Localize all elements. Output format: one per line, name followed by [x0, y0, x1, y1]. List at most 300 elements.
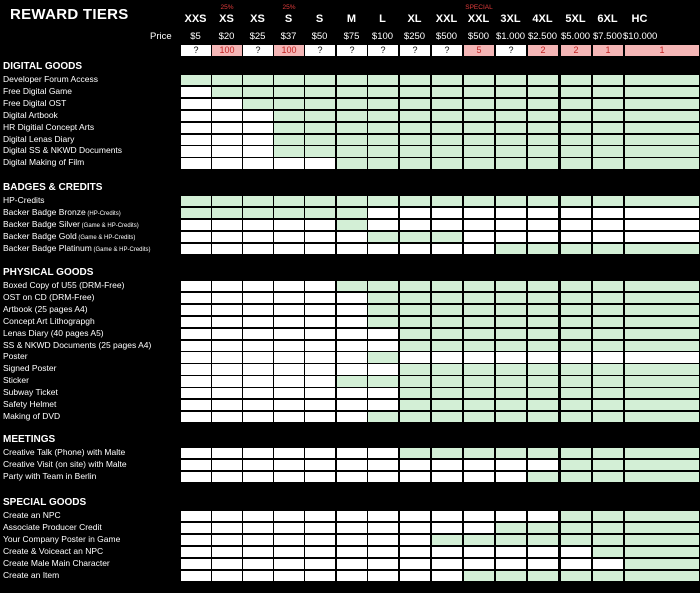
- cell-excluded: [432, 547, 462, 557]
- tier-limit: ?: [243, 45, 273, 56]
- cell-included: [181, 196, 211, 206]
- row-label-text: Boxed Copy of U55 (DRM-Free): [3, 280, 125, 290]
- cell-included: [464, 281, 494, 291]
- cell-excluded: [212, 472, 242, 482]
- cell-excluded: [274, 547, 304, 557]
- cell-excluded: [212, 352, 242, 362]
- cell-excluded: [274, 305, 304, 315]
- cell-included: [593, 75, 623, 85]
- row-label: [3, 219, 139, 229]
- cell-excluded: [464, 244, 494, 254]
- cell-excluded: [400, 511, 430, 521]
- cell-excluded: [243, 376, 273, 386]
- cell-included: [464, 329, 494, 339]
- cell-excluded: [181, 244, 211, 254]
- cell-included: [528, 99, 558, 109]
- cell-excluded: [305, 352, 335, 362]
- cell-included: [496, 571, 526, 581]
- row-label: [3, 304, 88, 314]
- cell-included: [400, 87, 430, 97]
- cell-included: [593, 99, 623, 109]
- cell-excluded: [243, 293, 273, 303]
- cell-excluded: [432, 220, 462, 230]
- cell-included: [561, 99, 591, 109]
- cell-included: [496, 535, 526, 545]
- tier-price: $250: [403, 31, 426, 42]
- cell-included: [337, 87, 367, 97]
- row-label-detail: (Game & HP-Credits): [91, 246, 151, 253]
- cell-excluded: [464, 352, 494, 362]
- cell-included: [464, 364, 494, 374]
- row-label: [3, 207, 121, 217]
- row-label-text: Free Digital OST: [3, 97, 67, 108]
- tier-name: XXL: [435, 13, 458, 25]
- row-label: [3, 292, 94, 302]
- cell-excluded: [181, 559, 211, 569]
- cell-excluded: [528, 460, 558, 470]
- cell-excluded: [464, 220, 494, 230]
- cell-included: [496, 281, 526, 291]
- cell-excluded: [243, 329, 273, 339]
- cell-included: [400, 196, 430, 206]
- cell-included: [593, 460, 623, 470]
- cell-included: [561, 146, 591, 156]
- tier-name: XS: [219, 13, 234, 25]
- row-label: [3, 145, 122, 155]
- row-label: [3, 340, 151, 350]
- cell-included: [432, 158, 462, 168]
- row-label-text: Concept Art Lithograpgh: [3, 315, 95, 326]
- cell-excluded: [181, 329, 211, 339]
- tier-name: XL: [407, 13, 422, 25]
- cell-included: [625, 523, 699, 533]
- cell-excluded: [212, 99, 242, 109]
- cell-included: [432, 293, 462, 303]
- tier-note: 25%: [282, 4, 296, 11]
- cell-excluded: [274, 559, 304, 569]
- cell-excluded: [274, 293, 304, 303]
- cell-excluded: [528, 511, 558, 521]
- row-label-text: Digital Lenas Diary: [3, 133, 75, 144]
- cell-excluded: [212, 460, 242, 470]
- cell-excluded: [464, 559, 494, 569]
- cell-included: [464, 293, 494, 303]
- cell-included: [528, 571, 558, 581]
- row-label: [3, 459, 127, 469]
- cell-included: [561, 412, 591, 422]
- cell-included: [337, 99, 367, 109]
- tier-limit: 100: [212, 45, 242, 56]
- cell-included: [496, 523, 526, 533]
- cell-included: [400, 293, 430, 303]
- cell-excluded: [274, 412, 304, 422]
- cell-excluded: [400, 559, 430, 569]
- cell-included: [368, 146, 398, 156]
- cell-included: [243, 87, 273, 97]
- cell-excluded: [625, 232, 699, 242]
- tier-name: S: [315, 13, 324, 25]
- cell-excluded: [274, 281, 304, 291]
- row-label-text: Party with Team in Berlin: [3, 470, 97, 481]
- cell-excluded: [305, 232, 335, 242]
- row-label: [3, 387, 58, 397]
- section-heading: BADGES & CREDITS: [3, 182, 103, 193]
- cell-included: [625, 99, 699, 109]
- cell-excluded: [337, 232, 367, 242]
- cell-included: [528, 400, 558, 410]
- cell-excluded: [337, 547, 367, 557]
- row-label-text: Backer Badge Bronze: [3, 206, 86, 217]
- cell-included: [593, 146, 623, 156]
- cell-excluded: [305, 220, 335, 230]
- cell-excluded: [274, 571, 304, 581]
- cell-included: [625, 123, 699, 133]
- cell-included: [400, 146, 430, 156]
- cell-excluded: [243, 559, 273, 569]
- cell-included: [496, 75, 526, 85]
- cell-excluded: [625, 352, 699, 362]
- cell-excluded: [496, 232, 526, 242]
- cell-included: [561, 281, 591, 291]
- cell-included: [625, 317, 699, 327]
- cell-included: [368, 281, 398, 291]
- cell-included: [593, 341, 623, 351]
- row-label-text: Creative Talk (Phone) with Malte: [3, 447, 126, 457]
- row-label-text: SS & NKWD Documents (25 pages A4): [3, 339, 152, 350]
- cell-excluded: [212, 559, 242, 569]
- tier-name: 3XL: [500, 13, 521, 25]
- tier-name: XXS: [184, 13, 207, 25]
- cell-included: [528, 341, 558, 351]
- cell-excluded: [305, 511, 335, 521]
- row-label-text: Backer Badge Silver: [3, 218, 81, 229]
- cell-included: [593, 244, 623, 254]
- row-label: [3, 231, 135, 241]
- cell-included: [593, 158, 623, 168]
- cell-excluded: [212, 305, 242, 315]
- cell-excluded: [305, 460, 335, 470]
- cell-excluded: [305, 293, 335, 303]
- cell-excluded: [181, 220, 211, 230]
- cell-excluded: [243, 523, 273, 533]
- cell-excluded: [337, 388, 367, 398]
- cell-included: [496, 305, 526, 315]
- cell-included: [561, 329, 591, 339]
- cell-excluded: [212, 146, 242, 156]
- cell-excluded: [368, 388, 398, 398]
- cell-included: [181, 208, 211, 218]
- cell-excluded: [400, 472, 430, 482]
- cell-excluded: [561, 559, 591, 569]
- cell-excluded: [243, 317, 273, 327]
- cell-excluded: [243, 281, 273, 291]
- cell-excluded: [337, 523, 367, 533]
- cell-included: [432, 75, 462, 85]
- cell-included: [368, 111, 398, 121]
- cell-included: [593, 123, 623, 133]
- cell-included: [337, 158, 367, 168]
- row-label: [3, 195, 45, 205]
- cell-included: [464, 135, 494, 145]
- cell-included: [561, 388, 591, 398]
- cell-excluded: [181, 460, 211, 470]
- cell-included: [625, 448, 699, 458]
- cell-included: [274, 208, 304, 218]
- cell-included: [561, 376, 591, 386]
- section-heading: SPECIAL GOODS: [3, 497, 87, 508]
- cell-included: [561, 472, 591, 482]
- cell-excluded: [181, 305, 211, 315]
- cell-excluded: [464, 208, 494, 218]
- cell-included: [625, 364, 699, 374]
- tier-price: $500: [435, 31, 458, 42]
- cell-excluded: [593, 559, 623, 569]
- row-label-text: Poster: [3, 351, 28, 362]
- cell-excluded: [181, 448, 211, 458]
- cell-excluded: [337, 535, 367, 545]
- cell-excluded: [243, 412, 273, 422]
- cell-excluded: [181, 376, 211, 386]
- row-label: [3, 351, 28, 361]
- cell-included: [496, 388, 526, 398]
- cell-included: [593, 472, 623, 482]
- cell-excluded: [243, 448, 273, 458]
- cell-included: [528, 329, 558, 339]
- cell-excluded: [212, 400, 242, 410]
- cell-included: [496, 293, 526, 303]
- cell-excluded: [212, 293, 242, 303]
- cell-included: [464, 535, 494, 545]
- cell-excluded: [337, 329, 367, 339]
- cell-excluded: [243, 364, 273, 374]
- cell-included: [625, 329, 699, 339]
- row-label: [3, 546, 103, 556]
- cell-included: [305, 135, 335, 145]
- section-heading: DIGITAL GOODS: [3, 61, 83, 72]
- cell-excluded: [212, 232, 242, 242]
- cell-included: [464, 412, 494, 422]
- cell-included: [561, 317, 591, 327]
- cell-included: [625, 535, 699, 545]
- cell-excluded: [464, 460, 494, 470]
- cell-excluded: [274, 511, 304, 521]
- cell-included: [593, 376, 623, 386]
- cell-included: [496, 448, 526, 458]
- cell-excluded: [305, 364, 335, 374]
- row-label-text: Making of DVD: [3, 410, 61, 421]
- cell-excluded: [212, 244, 242, 254]
- cell-included: [593, 412, 623, 422]
- cell-excluded: [305, 158, 335, 168]
- cell-included: [400, 123, 430, 133]
- cell-included: [528, 364, 558, 374]
- cell-included: [368, 135, 398, 145]
- cell-excluded: [400, 571, 430, 581]
- cell-excluded: [528, 232, 558, 242]
- cell-excluded: [305, 472, 335, 482]
- cell-excluded: [212, 376, 242, 386]
- cell-included: [368, 293, 398, 303]
- tier-price: $50: [311, 31, 328, 42]
- row-label-text: Artbook (25 pages A4): [3, 303, 88, 314]
- cell-excluded: [181, 400, 211, 410]
- cell-included: [593, 135, 623, 145]
- cell-included: [625, 412, 699, 422]
- section-heading: MEETINGS: [3, 434, 56, 445]
- cell-excluded: [274, 460, 304, 470]
- cell-included: [625, 111, 699, 121]
- tier-limit: 2: [561, 45, 591, 56]
- cell-excluded: [400, 352, 430, 362]
- cell-included: [368, 305, 398, 315]
- cell-excluded: [181, 111, 211, 121]
- cell-excluded: [243, 123, 273, 133]
- cell-excluded: [337, 412, 367, 422]
- cell-included: [432, 281, 462, 291]
- cell-included: [593, 329, 623, 339]
- row-label-text: HR Digitial Concept Arts: [3, 121, 95, 132]
- cell-included: [464, 305, 494, 315]
- cell-excluded: [274, 329, 304, 339]
- cell-included: [528, 196, 558, 206]
- cell-included: [496, 123, 526, 133]
- cell-included: [561, 511, 591, 521]
- cell-excluded: [496, 559, 526, 569]
- cell-included: [464, 111, 494, 121]
- cell-included: [496, 87, 526, 97]
- row-label: [3, 558, 110, 568]
- cell-excluded: [181, 123, 211, 133]
- cell-excluded: [212, 329, 242, 339]
- row-label-text: Digital SS & NKWD Documents: [3, 145, 123, 156]
- cell-included: [561, 341, 591, 351]
- cell-included: [274, 135, 304, 145]
- row-label-text: Your Company Poster in Game: [3, 533, 121, 544]
- cell-included: [528, 317, 558, 327]
- cell-included: [432, 412, 462, 422]
- cell-excluded: [243, 511, 273, 521]
- cell-included: [243, 99, 273, 109]
- cell-excluded: [243, 305, 273, 315]
- cell-included: [528, 535, 558, 545]
- cell-excluded: [212, 364, 242, 374]
- row-label-text: Backer Badge Platinum: [3, 242, 92, 253]
- cell-excluded: [181, 158, 211, 168]
- cell-included: [432, 376, 462, 386]
- cell-included: [400, 412, 430, 422]
- row-label: [3, 122, 94, 132]
- cell-included: [593, 523, 623, 533]
- tier-name: XXL: [467, 13, 490, 25]
- cell-excluded: [337, 244, 367, 254]
- row-label: [3, 157, 84, 167]
- cell-excluded: [181, 281, 211, 291]
- cell-included: [432, 135, 462, 145]
- cell-included: [368, 352, 398, 362]
- cell-included: [496, 376, 526, 386]
- cell-included: [528, 111, 558, 121]
- cell-excluded: [593, 220, 623, 230]
- cell-included: [496, 158, 526, 168]
- cell-included: [432, 196, 462, 206]
- cell-included: [561, 75, 591, 85]
- cell-included: [528, 135, 558, 145]
- cell-included: [274, 99, 304, 109]
- cell-included: [368, 196, 398, 206]
- cell-included: [593, 305, 623, 315]
- row-label: [3, 522, 102, 532]
- cell-included: [625, 460, 699, 470]
- cell-excluded: [181, 232, 211, 242]
- cell-excluded: [181, 293, 211, 303]
- cell-included: [464, 123, 494, 133]
- cell-included: [593, 196, 623, 206]
- cell-included: [625, 87, 699, 97]
- cell-included: [400, 75, 430, 85]
- cell-included: [274, 75, 304, 85]
- cell-excluded: [337, 352, 367, 362]
- row-label-text: Safety Helmet: [3, 399, 57, 409]
- cell-included: [432, 232, 462, 242]
- cell-included: [561, 535, 591, 545]
- cell-included: [337, 208, 367, 218]
- cell-excluded: [464, 472, 494, 482]
- cell-excluded: [368, 208, 398, 218]
- cell-included: [337, 75, 367, 85]
- cell-excluded: [496, 472, 526, 482]
- cell-included: [337, 146, 367, 156]
- cell-excluded: [212, 111, 242, 121]
- cell-included: [528, 523, 558, 533]
- cell-excluded: [337, 341, 367, 351]
- cell-included: [561, 135, 591, 145]
- cell-included: [593, 281, 623, 291]
- cell-excluded: [496, 220, 526, 230]
- cell-included: [528, 472, 558, 482]
- cell-excluded: [181, 341, 211, 351]
- cell-excluded: [625, 220, 699, 230]
- cell-included: [432, 123, 462, 133]
- cell-excluded: [181, 146, 211, 156]
- tier-name: 5XL: [565, 13, 586, 25]
- cell-excluded: [305, 244, 335, 254]
- row-label-text: Sticker: [3, 375, 29, 386]
- tier-price: $75: [343, 31, 360, 42]
- cell-included: [561, 364, 591, 374]
- row-label-text: Free Digital Game: [3, 85, 72, 96]
- cell-included: [464, 448, 494, 458]
- cell-excluded: [337, 571, 367, 581]
- cell-included: [464, 400, 494, 410]
- cell-included: [274, 123, 304, 133]
- cell-included: [337, 281, 367, 291]
- cell-excluded: [181, 364, 211, 374]
- cell-included: [212, 87, 242, 97]
- cell-excluded: [337, 460, 367, 470]
- row-label: [3, 399, 56, 409]
- cell-excluded: [274, 472, 304, 482]
- cell-included: [212, 75, 242, 85]
- cell-included: [464, 75, 494, 85]
- row-label-detail: (HP-Credits): [85, 210, 121, 217]
- cell-included: [528, 305, 558, 315]
- cell-excluded: [368, 523, 398, 533]
- cell-included: [464, 341, 494, 351]
- cell-included: [593, 364, 623, 374]
- cell-included: [625, 196, 699, 206]
- cell-included: [464, 571, 494, 581]
- cell-included: [432, 329, 462, 339]
